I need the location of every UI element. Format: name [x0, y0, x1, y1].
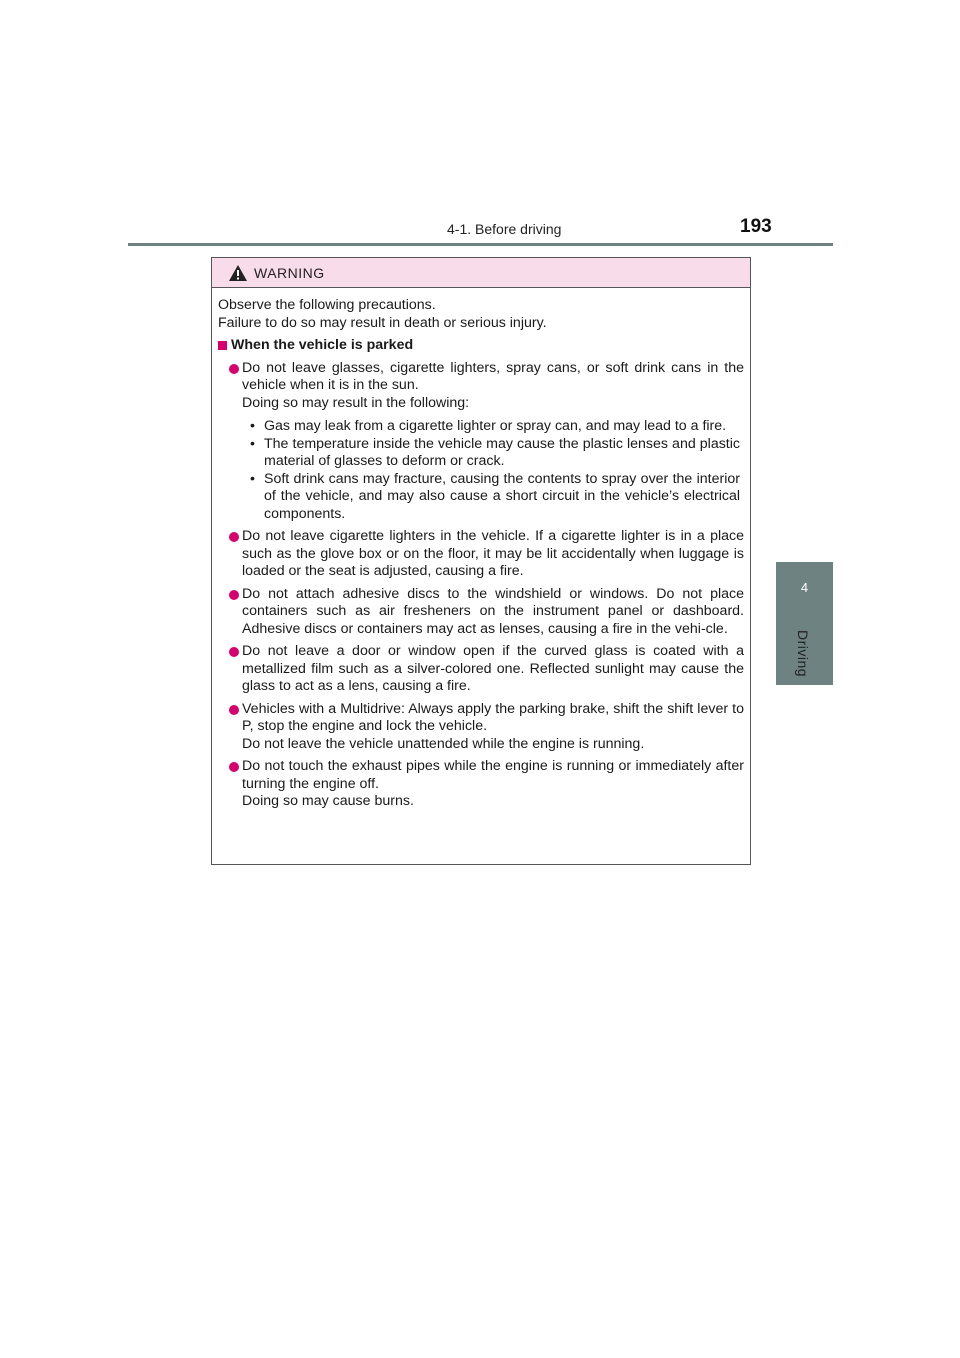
list-item [218, 701, 744, 754]
dot-bullet-icon [229, 762, 239, 772]
sub-item-text: Gas may leak from a cigarette lighter or spray can, and may lead to a fire. [264, 418, 727, 434]
sub-item-text: The temperature inside the vehicle may cause the plastic lenses and plastic material of glasses to deform or crack. [264, 435, 740, 469]
small-bullet-icon: • [250, 418, 255, 434]
dot-bullet-icon [229, 532, 239, 542]
item-text: Do not attach adhesive discs to the windshield or windows. Do not place containers such as air fresheners on the instrument panel or dashboard. Adhesive discs or containers may act as lenses, causing a fire in the vehi-cle. [242, 585, 744, 637]
intro-line: Observe the following precautions. [218, 297, 436, 313]
list-item [218, 586, 744, 639]
warning-body [212, 288, 750, 811]
item-text: Do not leave the vehicle unattended while the engine is running. [242, 735, 645, 752]
page-number: 193 [740, 216, 772, 237]
intro-line: Failure to do so may result in death or serious injury. [218, 314, 547, 331]
section-heading [218, 337, 744, 355]
sub-list-item [242, 471, 744, 524]
sub-list-item [242, 418, 744, 436]
sub-list [242, 418, 744, 523]
chapter-number: 4 [800, 580, 809, 595]
dot-bullet-icon [229, 364, 239, 374]
warning-title: WARNING [254, 265, 325, 281]
item-text: Do not leave cigarette lighters in the vehicle. If a cigarette lighter is in a place such as the glove box or on the floor, it may be lit accidentally when luggage is loaded or the seat is adjusted, causing a fire. [242, 528, 744, 579]
small-bullet-icon: • [250, 435, 255, 452]
dot-bullet-icon [229, 590, 239, 600]
item-text: Vehicles with a Multidrive: Always apply the parking brake, shift the shift lever to P, stop the engine and lock the vehicle. [242, 700, 744, 734]
warning-header [212, 258, 750, 288]
item-text: Do not touch the exhaust pipes while the engine is running or immediately after turning the engine off. [242, 758, 744, 792]
section-title: 4-1. Before driving [447, 221, 562, 237]
warning-triangle-icon [228, 264, 248, 282]
header-rule [128, 243, 833, 246]
list-item [218, 643, 744, 696]
chapter-label: Driving [795, 630, 811, 678]
item-text: Doing so may result in the following: [242, 394, 470, 411]
item-text: Doing so may cause burns. [242, 793, 414, 809]
warning-box [211, 257, 751, 865]
list-item [218, 360, 744, 524]
dot-bullet-icon [229, 647, 239, 657]
square-bullet-icon [218, 341, 227, 350]
item-text: Do not leave glasses, cigarette lighters, spray cans, or soft drink cans in the vehicle when it is in the sun. [242, 359, 744, 393]
section-heading-text: When the vehicle is parked [231, 337, 414, 353]
dot-bullet-icon [229, 705, 239, 715]
list-item [218, 528, 744, 581]
list-item [218, 758, 744, 811]
sub-item-text: Soft drink cans may fracture, causing the contents to spray over the interior of the vehicle, and may also cause a short circuit in the vehicle’s electrical components. [264, 470, 740, 522]
sub-list-item [242, 436, 744, 471]
item-text: Do not leave a door or window open if the curved glass is coated with a metallized film such as a silver-colored one. Reflected sunlight may cause the glass to act as a lens, causing a fire. [242, 643, 744, 694]
small-bullet-icon: • [250, 470, 255, 487]
